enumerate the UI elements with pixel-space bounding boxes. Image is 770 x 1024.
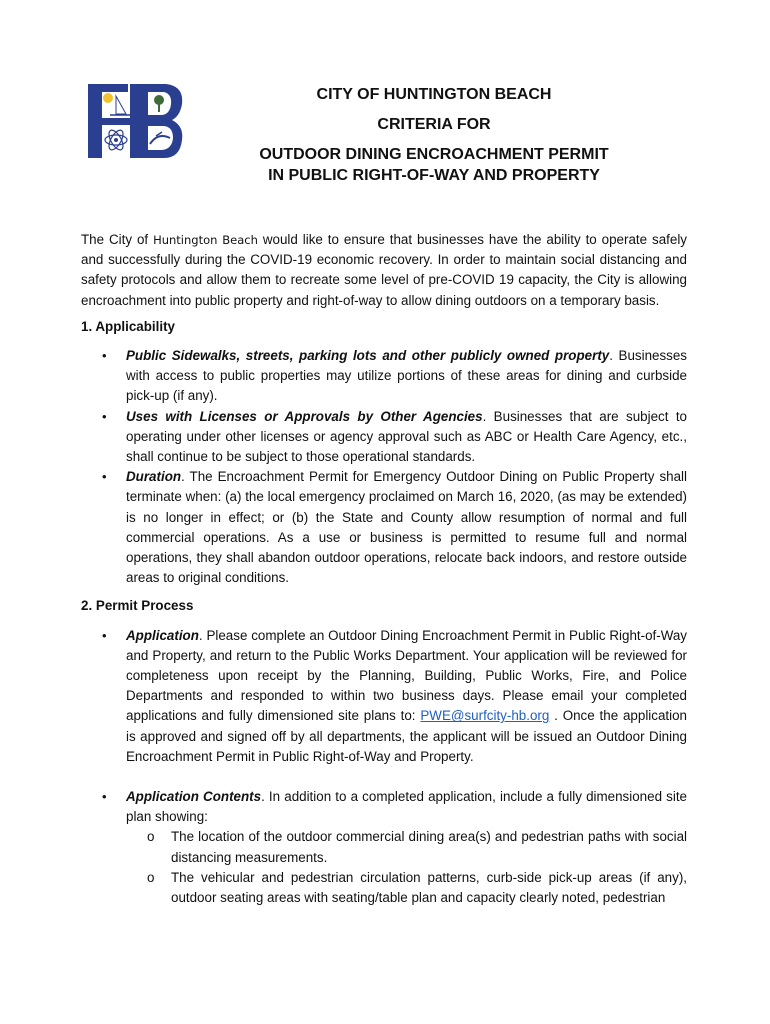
- document-body: [81, 230, 687, 908]
- list-item: • Public Sidewalks, streets, parking lots and other publicly owned property. Businesses with access to public properties may utilize portions of these areas for dining and curbside pick-up (if any).: [102, 348, 688, 404]
- city-name: Huntington Beach: [153, 233, 258, 247]
- circle-bullet-icon: o: [147, 829, 155, 845]
- list-item: • Duration. The Encroachment Permit for Emergency Outdoor Dining on Public Property shall terminate when: (a) the local emergency proclaimed on March 16, 2020, (as may be extended) is no longer in effect; or (b) the State and County allow resumption of normal and full commercial operations. As a use or business is permitted to resume full and normal operations, they shall abandon outdoor operations, relocate back indoors, and restore outside areas to original conditions.: [102, 469, 687, 586]
- intro-paragraph: The City of Huntington Beach would like to ensure that businesses have the ability to operate safely and successfully during the COVID-19 economic recovery. In order to maintain social distancing and safety protocols and allow them to recreate some level of pre-COVID 19 capacity, the City is allowing encroachment into public property and right-of-way to allow dining outdoors on a temporary basis.: [81, 232, 687, 308]
- email-link[interactable]: PWE@surfcity-hb.org: [420, 708, 550, 724]
- document-header: [190, 84, 678, 186]
- permit-process-list: [81, 626, 687, 909]
- sub-list-item: o The vehicular and pedestrian circulation patterns, curb-side pick-up areas (if any), outdoor seating areas with seating/table plan and capacity clearly noted, pedestrian: [147, 869, 687, 906]
- section-permit-process-heading: 2. Permit Process: [81, 598, 194, 614]
- permit-title-line2: IN PUBLIC RIGHT-OF-WAY AND PROPERTY: [268, 167, 600, 184]
- bullet-icon: •: [102, 469, 107, 485]
- bullet-icon: •: [102, 627, 107, 643]
- hb-logo-icon: [86, 82, 186, 160]
- list-item: • Uses with Licenses or Approvals by Other Agencies. Businesses that are subject to operating under other licenses or agency approval such as ABC or Health Care Agency, etc., shall continue to be subject to those operational standards.: [102, 408, 687, 465]
- permit-title-line1: OUTDOOR DINING ENCROACHMENT PERMIT: [259, 146, 609, 163]
- section-applicability-heading: 1. Applicability: [81, 318, 176, 334]
- site-plan-sublist: [126, 827, 687, 908]
- criteria-title: CRITERIA FOR: [377, 116, 491, 133]
- circle-bullet-icon: o: [147, 869, 155, 885]
- list-item: • Application Contents. In addition to a completed application, include a fully dimensioned site plan showing: o The location of the outdoor commercial dining area(s) and pedestrian paths with social distancing measurements. o The vehicular and pedestrian circulation patterns, curb-side pick-up areas (if any), outdoor seating areas with seating/table plan and capacity clearly noted, pedestrian: [81, 787, 687, 908]
- list-item: • Application. Please complete an Outdoor Dining Encroachment Permit in Public Right-of-Way and Property, and return to the Public Works Department. Your application will be reviewed for completeness upon receipt by the Planning, Building, Public Works, Fire, and Police Departments and responded to within two business days. Please email your completed applications and fully dimensioned site plans to: PWE@surfcity-hb.org . Once the application is approved and signed off by all departments, the applicant will be issued an Outdoor Dining Encroachment Permit in Public Right-of-Way and Property.: [102, 627, 688, 764]
- bullet-icon: •: [102, 348, 107, 364]
- bullet-icon: •: [102, 789, 107, 805]
- city-logo: [86, 82, 186, 160]
- bullet-icon: •: [102, 408, 107, 424]
- sub-list-item: o The location of the outdoor commercial dining area(s) and pedestrian paths with social distancing measurements.: [147, 829, 687, 865]
- applicability-list: [81, 346, 687, 588]
- city-title: CITY OF HUNTINGTON BEACH: [316, 86, 552, 103]
- spacer: [81, 767, 687, 787]
